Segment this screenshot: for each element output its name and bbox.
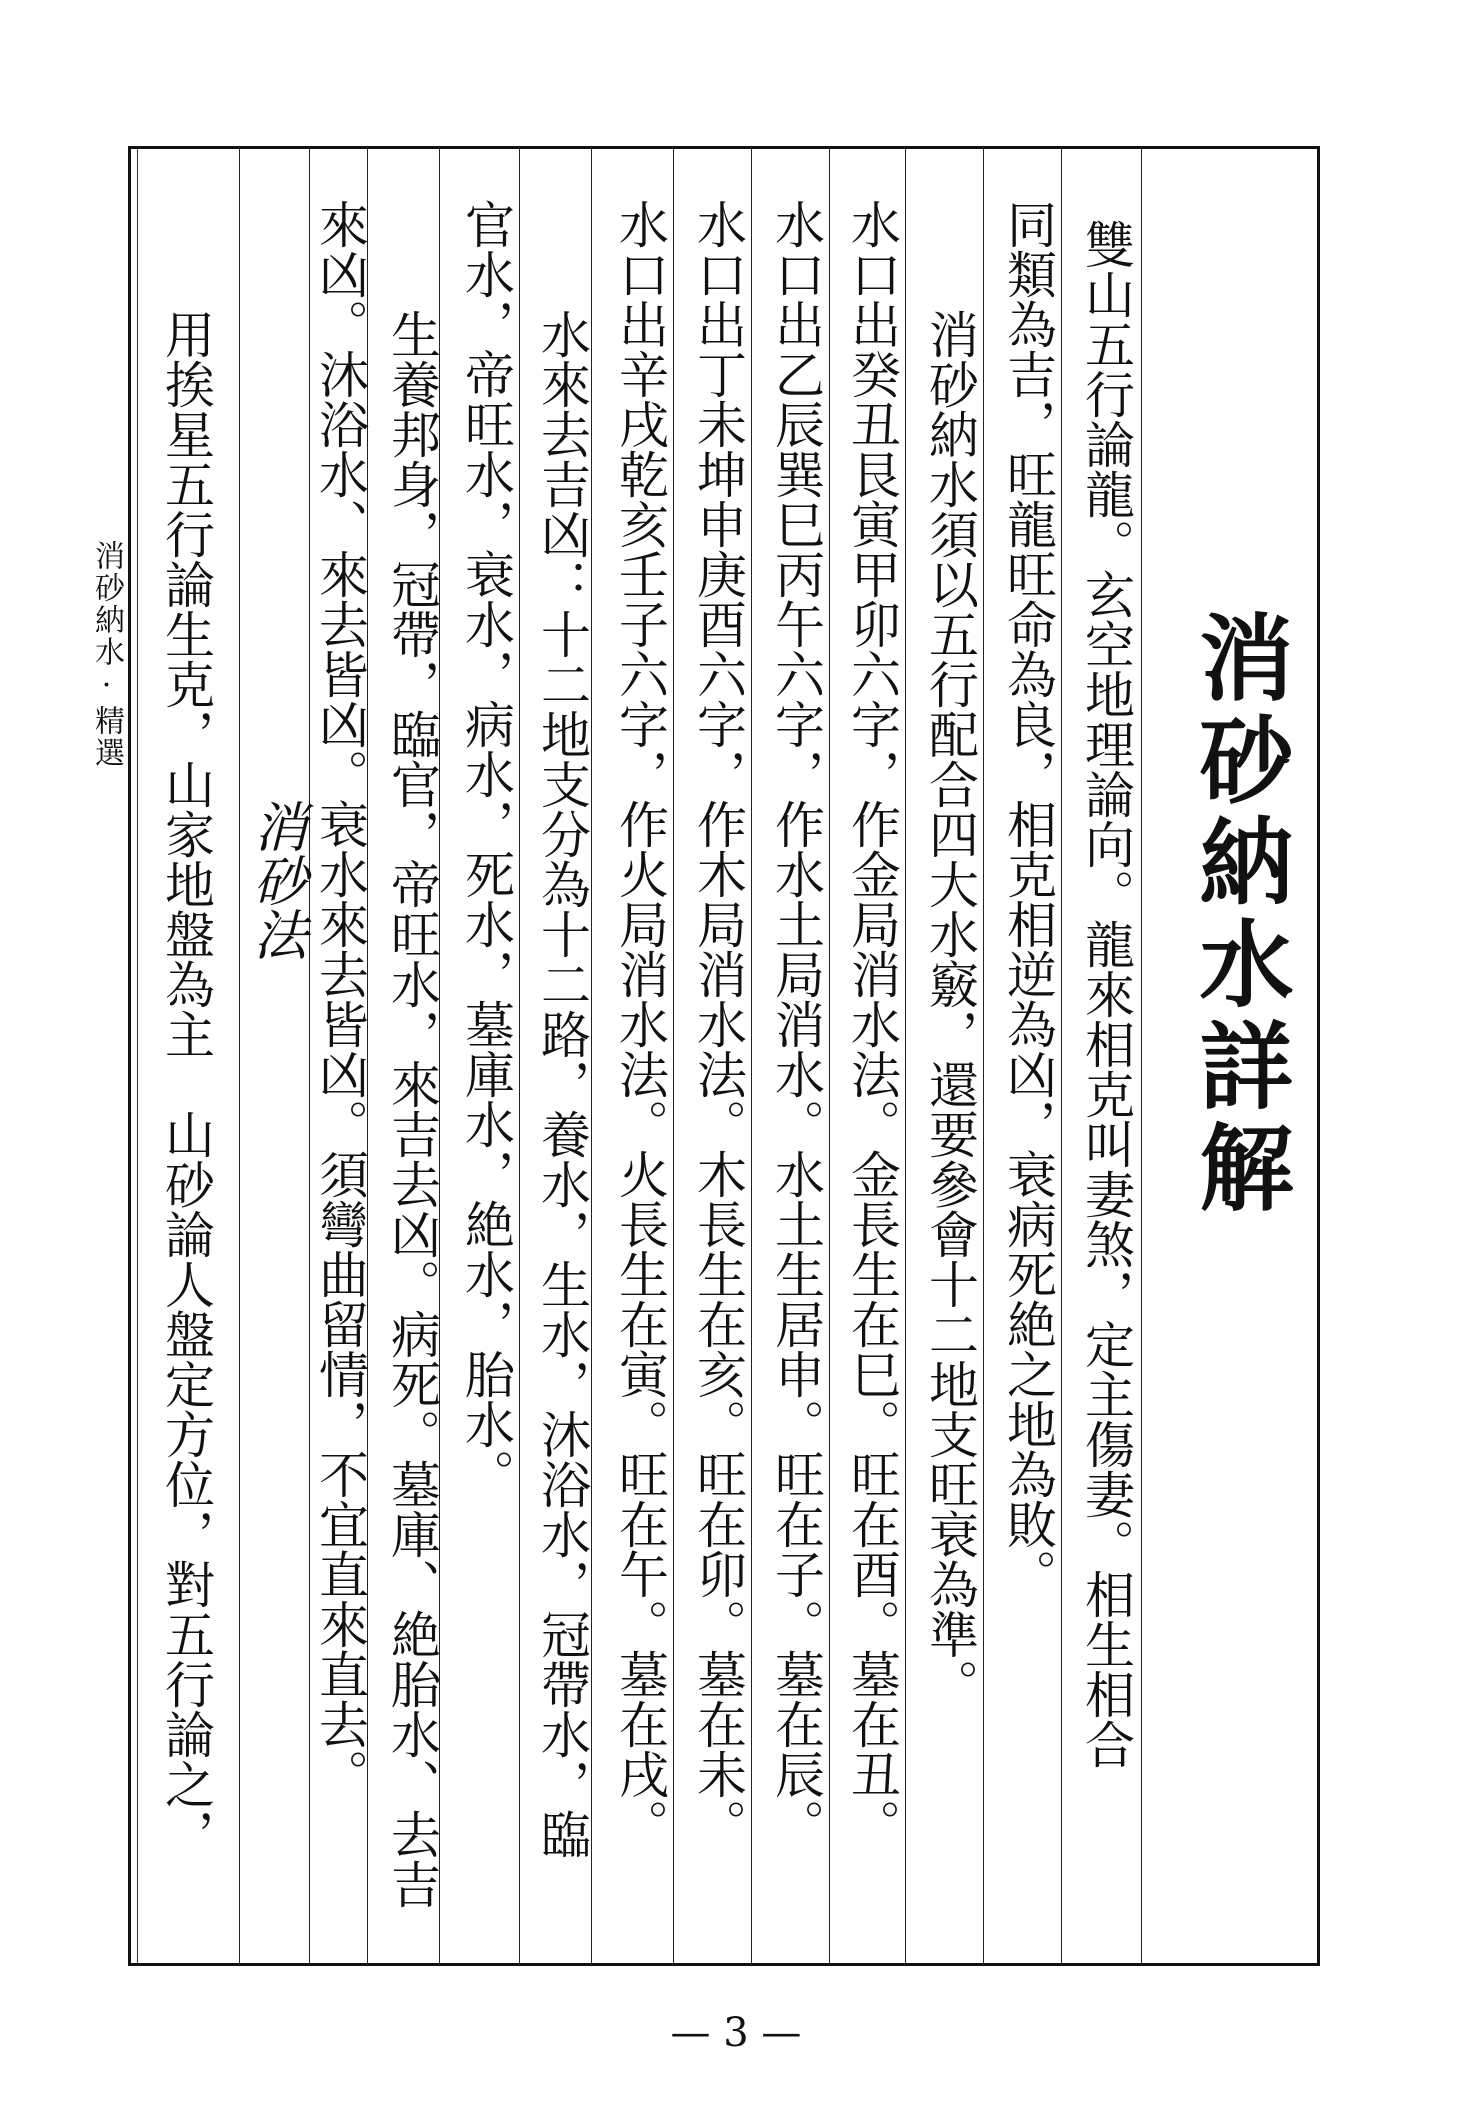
text-column-5: 水口出乙辰巽巳丙午六字，作水土局消水。水土生居申。旺在子。墓在辰。 [767,199,825,1849]
column-rule [983,149,984,1963]
text-column-1: 雙山五行論龍。玄空地理論向。龍來相克叫妻煞，定主傷妻。相生相合 [1077,219,1135,1769]
section-heading: 消砂法 [245,799,308,961]
column-rule [1141,149,1142,1963]
text-column-11: 來凶。沐浴水、來去皆凶。衰水來去皆凶。須彎曲留情，不宜直來直去。 [311,199,369,1799]
column-rule [309,149,310,1963]
column-rule [673,149,674,1963]
text-column-2: 同類為吉，旺龍旺命為良，相克相逆為凶，衰病死絶之地為敗。 [999,199,1057,1599]
text-column-8: 水來去吉凶：十二地支分為十二路，養水，生水，沐浴水，冠帶水，臨 [533,309,591,1859]
column-rule [1061,149,1062,1963]
text-frame [128,146,1320,1966]
side-note: 消砂納水·精選 [89,540,124,769]
column-rule [829,149,830,1963]
text-column-10: 生養邦身，冠帶，臨官，帝旺水，來吉去凶。病死。墓庫、絶胎水、去吉 [383,309,441,1909]
column-rule [905,149,906,1963]
text-column-9: 官水，帝旺水，衰水，病水，死水，墓庫水，絶水，胎水。 [457,199,515,1499]
column-rule [519,149,520,1963]
text-column-13: 用挨星五行論生克，山家地盤為主 山砂論人盤定方位，對五行論之， [157,309,215,1859]
column-rule [239,149,240,1963]
text-column-6: 水口出丁未坤申庚酉六字，作木局消水法。木長生在亥。旺在卯。墓在未。 [689,199,747,1849]
text-column-3: 消砂納水須以五行配合四大水竅，還要參會十二地支旺衰為準。 [921,309,979,1709]
text-column-7: 水口出辛戌乾亥壬子六字，作火局消水法。火長生在寅。旺在午。墓在戌。 [611,199,669,1849]
column-rule [751,149,752,1963]
text-column-4: 水口出癸丑艮寅甲卯六字，作金局消水法。金長生在巳。旺在酉。墓在丑。 [843,199,901,1849]
page-title: 消砂納水詳解 [1183,609,1293,1221]
column-rule [591,149,592,1963]
page-number: — 3 — [670,2010,802,2056]
